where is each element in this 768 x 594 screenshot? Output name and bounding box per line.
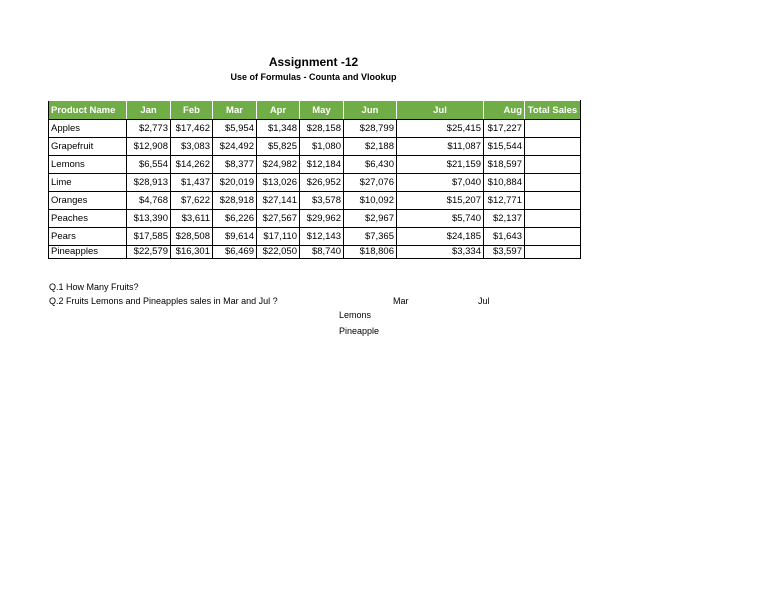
table-row xyxy=(49,120,581,138)
sales-cell[interactable]: $25,415 xyxy=(397,120,484,138)
sales-cell[interactable]: $28,799 xyxy=(344,120,397,138)
sales-cell[interactable]: $6,554 xyxy=(127,156,171,174)
product-name-cell[interactable]: Pears xyxy=(49,228,127,246)
sales-cell[interactable]: $6,430 xyxy=(344,156,397,174)
sales-cell[interactable]: $18,597 xyxy=(484,156,525,174)
sales-cell[interactable]: $7,040 xyxy=(397,174,484,192)
sales-cell[interactable]: $14,262 xyxy=(171,156,213,174)
sales-cell[interactable]: $12,143 xyxy=(300,228,344,246)
assignment-subtitle: Use of Formulas - Counta and Vlookup xyxy=(230,72,397,82)
product-name-cell[interactable]: Peaches xyxy=(49,210,127,228)
question-2: Q.2 Fruits Lemons and Pineapples sales in Mar and Jul ? xyxy=(49,296,278,306)
sales-cell[interactable]: $3,611 xyxy=(171,210,213,228)
sales-cell[interactable]: $1,437 xyxy=(171,174,213,192)
sales-cell[interactable]: $8,740 xyxy=(300,246,344,259)
sales-cell[interactable]: $18,806 xyxy=(344,246,397,259)
answer-col-jul: Jul xyxy=(478,296,490,306)
product-name-cell[interactable]: Lime xyxy=(49,174,127,192)
header-feb[interactable]: Feb xyxy=(171,101,213,120)
table-row xyxy=(49,210,581,228)
sales-cell[interactable]: $10,884 xyxy=(484,174,525,192)
sales-cell[interactable]: $27,567 xyxy=(257,210,300,228)
sales-cell[interactable]: $7,622 xyxy=(171,192,213,210)
total-sales-cell[interactable] xyxy=(525,246,581,259)
sales-cell[interactable]: $3,334 xyxy=(397,246,484,259)
sales-cell[interactable]: $16,301 xyxy=(171,246,213,259)
total-sales-cell[interactable] xyxy=(525,174,581,192)
sales-cell[interactable]: $12,184 xyxy=(300,156,344,174)
sales-cell[interactable]: $27,076 xyxy=(344,174,397,192)
sales-cell[interactable]: $6,469 xyxy=(213,246,257,259)
sales-cell[interactable]: $17,227 xyxy=(484,120,525,138)
sales-cell[interactable]: $28,913 xyxy=(127,174,171,192)
sales-cell[interactable]: $28,158 xyxy=(300,120,344,138)
answer-col-mar: Mar xyxy=(393,296,409,306)
sales-cell[interactable]: $5,825 xyxy=(257,138,300,156)
total-sales-cell[interactable] xyxy=(525,192,581,210)
total-sales-cell[interactable] xyxy=(525,210,581,228)
sales-cell[interactable]: $24,185 xyxy=(397,228,484,246)
sales-cell[interactable]: $26,952 xyxy=(300,174,344,192)
sales-cell[interactable]: $1,348 xyxy=(257,120,300,138)
sales-cell[interactable]: $10,092 xyxy=(344,192,397,210)
sales-cell[interactable]: $2,137 xyxy=(484,210,525,228)
sales-cell[interactable]: $22,050 xyxy=(257,246,300,259)
sales-cell[interactable]: $2,188 xyxy=(344,138,397,156)
sales-cell[interactable]: $1,643 xyxy=(484,228,525,246)
sales-cell[interactable]: $24,492 xyxy=(213,138,257,156)
header-total-sales[interactable]: Total Sales xyxy=(525,101,581,120)
total-sales-cell[interactable] xyxy=(525,228,581,246)
product-name-cell[interactable]: Grapefruit xyxy=(49,138,127,156)
total-sales-cell[interactable] xyxy=(525,120,581,138)
sales-table xyxy=(48,100,581,259)
assignment-title: Assignment -12 xyxy=(268,55,359,69)
sales-cell[interactable]: $11,087 xyxy=(397,138,484,156)
sales-cell[interactable]: $3,578 xyxy=(300,192,344,210)
sales-cell[interactable]: $2,773 xyxy=(127,120,171,138)
sales-cell[interactable]: $28,508 xyxy=(171,228,213,246)
sales-cell[interactable]: $17,110 xyxy=(257,228,300,246)
header-row xyxy=(49,101,581,120)
sales-cell[interactable]: $3,597 xyxy=(484,246,525,259)
header-mar[interactable]: Mar xyxy=(213,101,257,120)
sales-cell[interactable]: $28,918 xyxy=(213,192,257,210)
sales-cell[interactable]: $1,080 xyxy=(300,138,344,156)
header-jul[interactable]: Jul xyxy=(397,101,484,120)
header-may[interactable]: May xyxy=(300,101,344,120)
sales-cell[interactable]: $7,365 xyxy=(344,228,397,246)
sales-cell[interactable]: $9,614 xyxy=(213,228,257,246)
header-aug[interactable]: Aug xyxy=(484,101,525,120)
header-product-name[interactable]: Product Name xyxy=(49,101,127,120)
sales-cell[interactable]: $12,771 xyxy=(484,192,525,210)
answer-row-pineapple: Pineapple xyxy=(339,326,380,336)
product-name-cell[interactable]: Apples xyxy=(49,120,127,138)
sales-cell[interactable]: $2,967 xyxy=(344,210,397,228)
sales-cell[interactable]: $5,740 xyxy=(397,210,484,228)
sales-cell[interactable]: $6,226 xyxy=(213,210,257,228)
header-apr[interactable]: Apr xyxy=(257,101,300,120)
sales-cell[interactable]: $27,141 xyxy=(257,192,300,210)
table-row xyxy=(49,156,581,174)
header-jan[interactable]: Jan xyxy=(127,101,171,120)
product-name-cell[interactable]: Oranges xyxy=(49,192,127,210)
sales-cell[interactable]: $15,544 xyxy=(484,138,525,156)
sales-cell[interactable]: $3,083 xyxy=(171,138,213,156)
total-sales-cell[interactable] xyxy=(525,138,581,156)
sales-cell[interactable]: $12,908 xyxy=(127,138,171,156)
table-row xyxy=(49,228,581,246)
sales-cell[interactable]: $15,207 xyxy=(397,192,484,210)
sales-cell[interactable]: $13,390 xyxy=(127,210,171,228)
sales-cell[interactable]: $21,159 xyxy=(397,156,484,174)
product-name-cell[interactable]: Lemons xyxy=(49,156,127,174)
table-row xyxy=(49,174,581,192)
sales-cell[interactable]: $4,768 xyxy=(127,192,171,210)
header-jun[interactable]: Jun xyxy=(344,101,397,120)
answer-row-lemons: Lemons xyxy=(339,310,372,320)
total-sales-cell[interactable] xyxy=(525,156,581,174)
table-row xyxy=(49,246,581,259)
sales-cell[interactable]: $20,019 xyxy=(213,174,257,192)
product-name-cell[interactable]: Pineapples xyxy=(49,246,127,259)
sales-cell[interactable]: $17,585 xyxy=(127,228,171,246)
table-row xyxy=(49,192,581,210)
sales-cell[interactable]: $17,462 xyxy=(171,120,213,138)
sales-cell[interactable]: $13,026 xyxy=(257,174,300,192)
sales-cell[interactable]: $8,377 xyxy=(213,156,257,174)
sales-cell[interactable]: $5,954 xyxy=(213,120,257,138)
sales-cell[interactable]: $24,982 xyxy=(257,156,300,174)
table-row xyxy=(49,138,581,156)
sales-cell[interactable]: $29,962 xyxy=(300,210,344,228)
question-1: Q.1 How Many Fruits? xyxy=(49,282,139,292)
sales-cell[interactable]: $22,579 xyxy=(127,246,171,259)
